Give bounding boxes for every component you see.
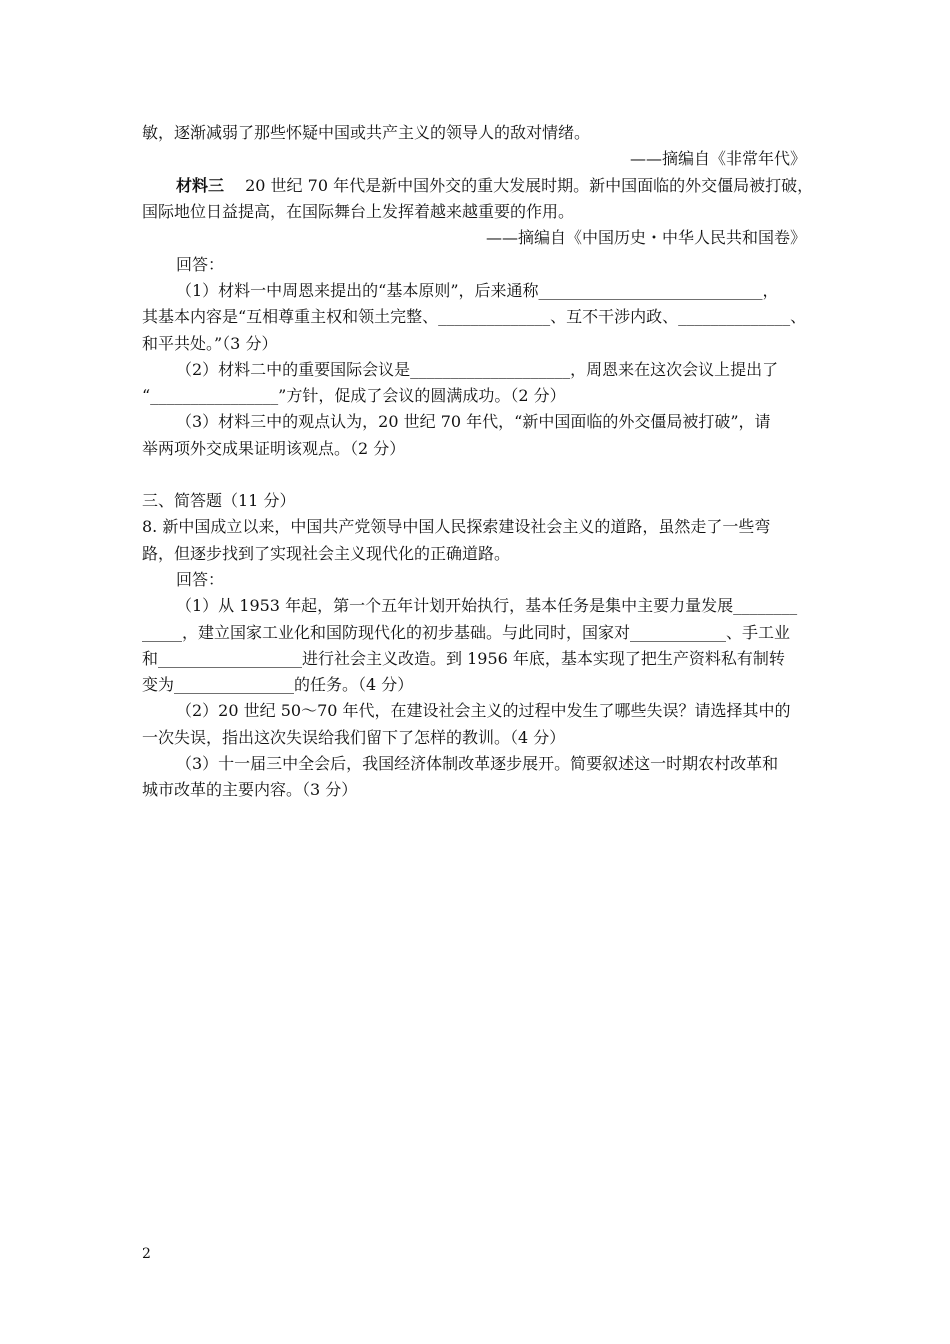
section-3-title: 三、简答题（11 分） [142, 491, 296, 510]
q7-3-line2: 举两项外交成果证明该观点。（2 分） [142, 439, 406, 458]
q8-1-line1: （1）从 1953 年起，第一个五年计划开始执行，基本任务是集中主要力量发展________ [176, 596, 798, 615]
material2-end-text: 敏，逐渐减弱了那些怀疑中国或共产主义的领导人的敌对情绪。 [142, 123, 591, 142]
material3-text-line2: 国际地位日益提高，在国际舞台上发挥着越来越重要的作用。 [142, 202, 575, 221]
q7-1-line3: 和平共处。”（3 分） [142, 334, 278, 353]
material3-text-line1: 20 世纪 70 年代是新中国外交的重大发展时期。新中国面临的外交僵局被打破， [245, 176, 814, 195]
answer-label-q8: 回答： [176, 570, 225, 589]
q7-3-line1: （3）材料三中的观点认为，20 世纪 70 年代，“新中国面临的外交僵局被打破”，请 [176, 412, 771, 431]
q8-stem-line1: 8. 新中国成立以来，中国共产党领导中国人民探索建设社会主义的道路，虽然走了一些弯 [142, 517, 771, 536]
q8-1-line3: 和__________________进行社会主义改造。到 1956 年底，基本实现了把生产资料私有制转 [142, 649, 785, 668]
answer-label-q7: 回答： [176, 255, 225, 274]
q7-2-line1: （2）材料二中的重要国际会议是____________________，周恩来在这次会议上提出了 [176, 360, 779, 379]
page-number: 2 [142, 1246, 151, 1262]
q8-3-line1: （3）十一届三中全会后，我国经济体制改革逐步展开。简要叙述这一时期农村改革和 [176, 754, 779, 773]
q8-stem-line2: 路，但逐步找到了实现社会主义现代化的正确道路。 [142, 544, 511, 563]
q7-2-line2: “________________”方针，促成了会议的圆满成功。（2 分） [142, 386, 566, 405]
material3-source: ——摘编自《中国历史・中华人民共和国卷》 [485, 228, 806, 247]
q8-1-line2: _____，建立国家工业化和国防现代化的初步基础。与此同时，国家对____________、手工业 [142, 623, 791, 642]
q8-2-line2: 一次失误，指出这次失误给我们留下了怎样的教训。（4 分） [142, 728, 566, 747]
q8-3-line2: 城市改革的主要内容。（3 分） [142, 780, 358, 799]
material2-source: ——摘编自《非常年代》 [629, 149, 806, 168]
q7-1-line2: 其基本内容是“互相尊重主权和领土完整、______________、互不干涉内政、______________、 [142, 307, 807, 326]
material3-paragraph [176, 176, 813, 196]
material3-label: 材料三 [176, 176, 225, 195]
q8-2-line1: （2）20 世纪 50～70 年代，在建设社会主义的过程中发生了哪些失误？请选择其中的 [176, 701, 791, 720]
q8-1-line4: 变为_______________的任务。（4 分） [142, 675, 414, 694]
q7-1-line1: （1）材料一中周恩来提出的“基本原则”，后来通称____________________________， [176, 281, 779, 300]
